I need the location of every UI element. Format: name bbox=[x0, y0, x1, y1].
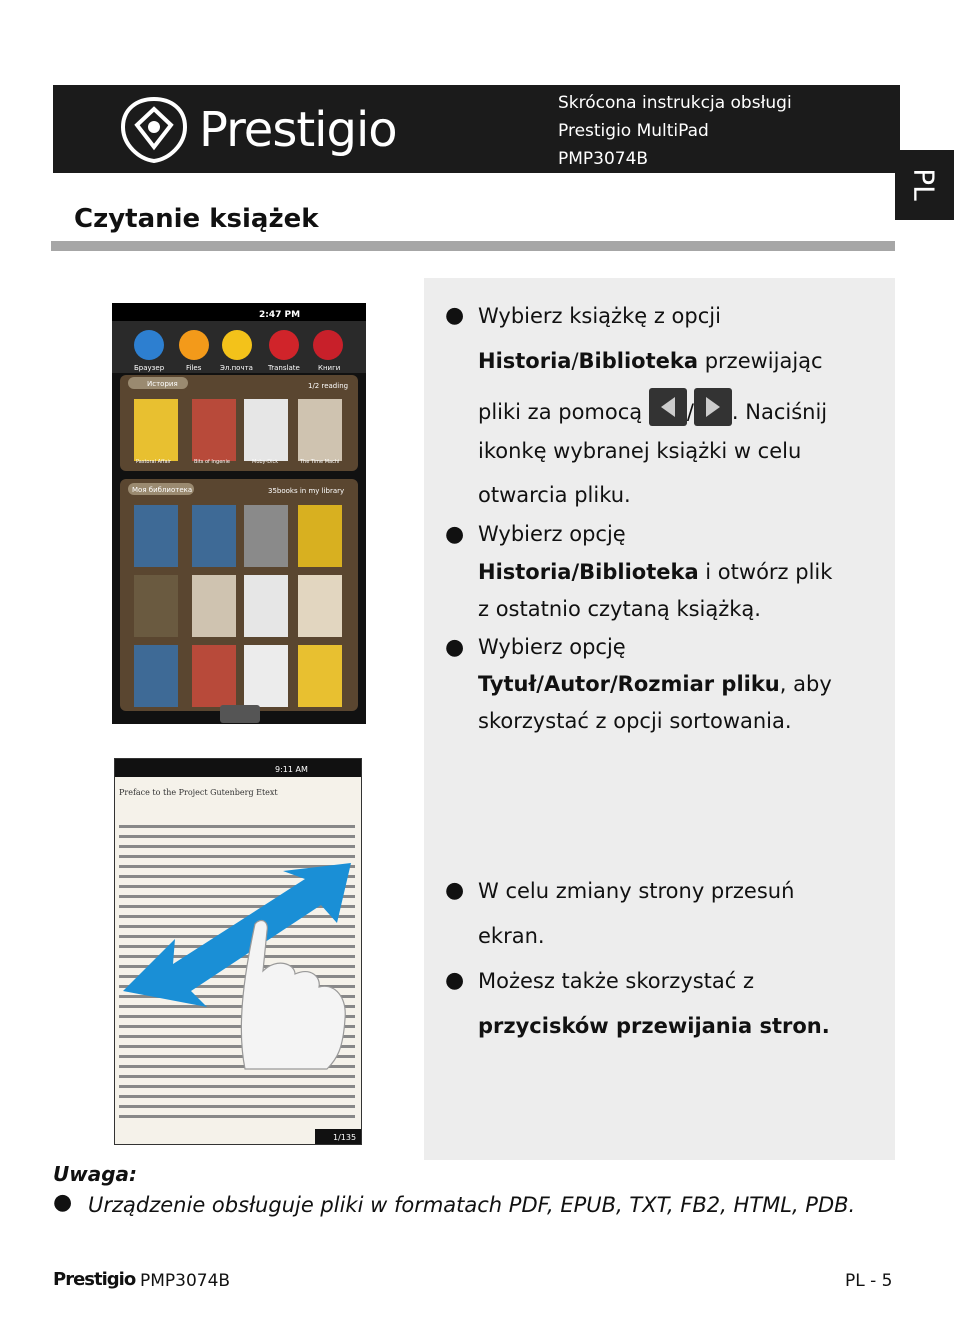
list1-item1-bold1: Historia bbox=[478, 349, 572, 373]
list2-item2-line1: Możesz także skorzystać z bbox=[478, 969, 755, 993]
prev-page-icon bbox=[649, 388, 687, 426]
note-text: Urządzenie obsługuje pliki w formatach PDF, EPUB, TXT, FB2, HTML, PDB. bbox=[88, 1193, 856, 1217]
status-time: 2:47 PM bbox=[259, 310, 301, 320]
translate-app-icon bbox=[269, 330, 299, 360]
bullet-dot: ● bbox=[445, 968, 465, 993]
next-page-icon bbox=[694, 388, 732, 426]
header-banner bbox=[53, 85, 900, 173]
list1-item1-line4: ikonkę wybranej książki w celu bbox=[478, 439, 802, 463]
prestigio-logo bbox=[119, 97, 429, 163]
list1-item3-line3: skorzystać z opcji sortowania. bbox=[478, 709, 792, 733]
list2-item2-bold: przycisków przewijania stron. bbox=[478, 1014, 830, 1038]
list1-item2-line2 bbox=[478, 560, 832, 584]
book-title-1: Pastoral Affair bbox=[136, 459, 171, 465]
book-title-2: Bits of Ingenie bbox=[194, 459, 230, 465]
reading-count: 1/2 reading bbox=[308, 382, 349, 390]
list2-item1-line2: ekran. bbox=[478, 924, 545, 948]
footer-page-number: PL - 5 bbox=[845, 1271, 893, 1291]
list2-item2-line2 bbox=[478, 1014, 830, 1038]
language-tab bbox=[895, 150, 954, 220]
list1-item1-line2 bbox=[478, 349, 823, 373]
section-title: Czytanie książek bbox=[74, 204, 319, 234]
list1-item1-sep: / bbox=[571, 349, 579, 373]
browser-app-icon bbox=[134, 330, 164, 360]
note-title: Uwaga: bbox=[53, 1162, 138, 1186]
list1-item1-slash: / bbox=[686, 400, 694, 424]
list1-item2-line3: z ostatnio czytaną książką. bbox=[478, 597, 761, 621]
list1-item1-line1: Wybierz książkę z opcji bbox=[478, 304, 721, 328]
books-app-icon bbox=[313, 330, 343, 360]
list2-item1-line1: W celu zmiany strony przesuń bbox=[478, 879, 795, 903]
list1-item3-bold: Tytuł/Autor/Rozmiar pliku bbox=[478, 672, 780, 696]
reader-heading: Preface to the Project Gutenberg Etext bbox=[119, 788, 278, 797]
list1-item2-post: i otwórz plik bbox=[698, 560, 833, 584]
bullet-dot: ● bbox=[445, 303, 465, 328]
list1-item1-line5: otwarcia pliku. bbox=[478, 483, 631, 507]
language-tab-label: PL bbox=[907, 168, 941, 201]
header-line-1: Skrócona instrukcja obsługi bbox=[558, 93, 792, 113]
app-label-email: Эл.почта bbox=[220, 364, 253, 372]
bullet-dot: ● bbox=[445, 635, 465, 660]
app-label-translate: Translate bbox=[268, 364, 300, 372]
list1-item1-line3 bbox=[478, 394, 827, 432]
history-label: История bbox=[147, 380, 178, 388]
app-label-books: Книги bbox=[318, 364, 341, 372]
book-title-4: The Time Machi bbox=[300, 459, 340, 465]
email-app-icon bbox=[222, 330, 252, 360]
library-count: 35books in my library bbox=[268, 487, 345, 495]
list1-item3-line1: Wybierz opcję bbox=[478, 635, 626, 659]
footer-brand: Prestigio bbox=[53, 1269, 136, 1290]
reader-status-time: 9:11 AM bbox=[275, 765, 308, 774]
bullet-dot: ● bbox=[445, 522, 465, 547]
list1-item3-post: , aby bbox=[779, 672, 832, 696]
reader-page-number: 1/135 bbox=[333, 1133, 357, 1142]
bullet-dot: ● bbox=[445, 878, 465, 903]
header-line-2: Prestigio MultiPad bbox=[558, 121, 709, 141]
bullet-dot: ● bbox=[53, 1190, 73, 1215]
brand-wordmark: Prestigio bbox=[199, 102, 397, 158]
title-rule bbox=[51, 241, 895, 251]
list1-item2-bold: Historia/Biblioteka bbox=[478, 560, 699, 584]
finger-hand-icon bbox=[241, 920, 345, 1069]
list1-item1-bold2: Biblioteka bbox=[578, 349, 699, 373]
app-label-files: Files bbox=[186, 364, 202, 372]
header-info bbox=[558, 89, 792, 173]
app-label-browser: Браузер bbox=[134, 364, 165, 372]
list1-item2-line1: Wybierz opcję bbox=[478, 522, 626, 546]
shield-logo-icon bbox=[119, 97, 189, 163]
library-label: Моя библиотека bbox=[132, 486, 193, 494]
book-title-3: Moby-Dick bbox=[252, 459, 279, 465]
bookshelf-screenshot bbox=[112, 303, 366, 724]
list1-item1-post: przewijając bbox=[698, 349, 823, 373]
reader-screenshot bbox=[114, 758, 362, 1145]
files-app-icon bbox=[179, 330, 209, 360]
list1-item1-l3b: . Naciśnij bbox=[731, 400, 828, 424]
list1-item3-line2 bbox=[478, 672, 832, 696]
header-line-3: PMP3074B bbox=[558, 149, 649, 169]
footer-model: PMP3074B bbox=[140, 1271, 231, 1291]
list1-item1-l3: pliki za pomocą bbox=[478, 400, 649, 424]
